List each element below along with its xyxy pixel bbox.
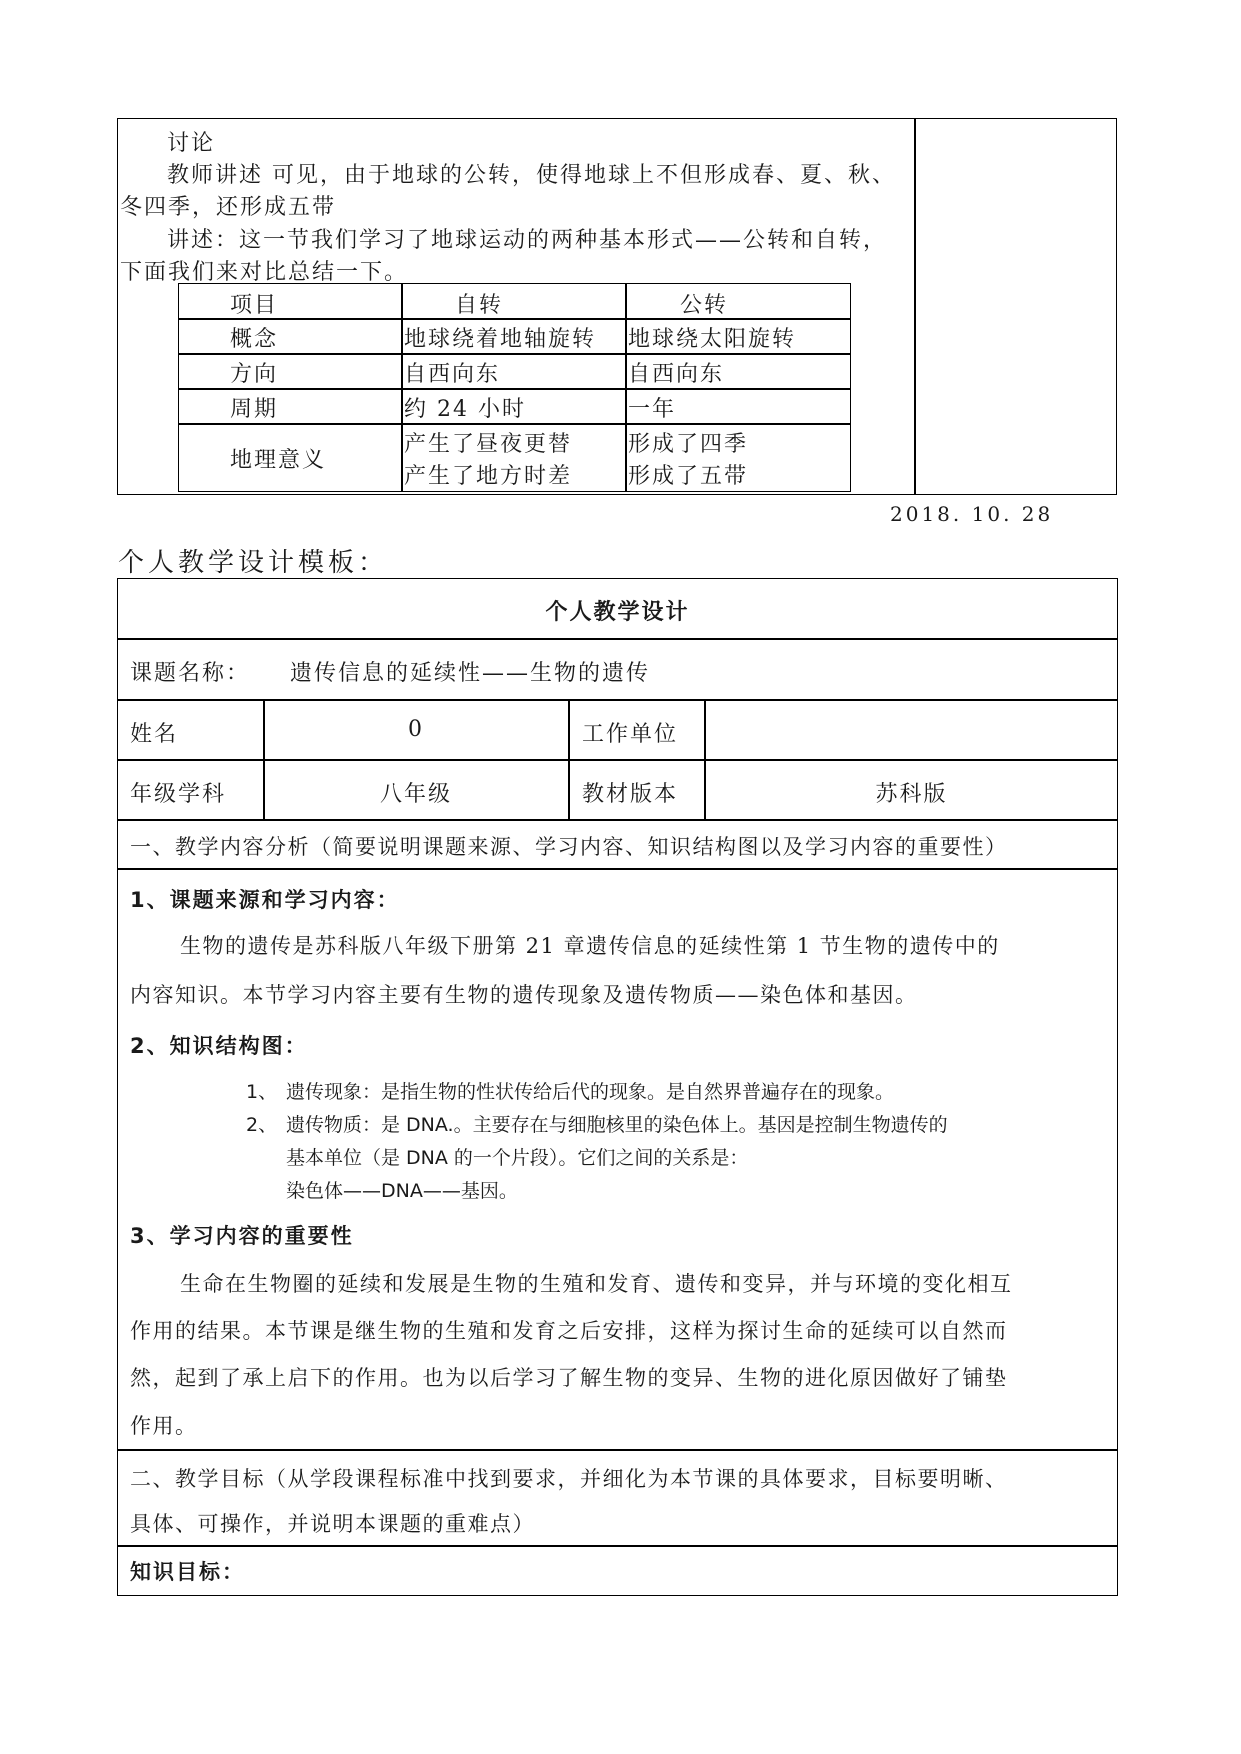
section1-header: 一、教学内容分析（简要说明课题来源、学习内容、知识结构图以及学习内容的重要性）	[130, 835, 1008, 859]
row-divider	[117, 759, 1118, 761]
name-label: 姓名	[130, 722, 179, 747]
s1-paragraph-3b: 作用的结果。本节课是继生物的生殖和发育之后安排，这样为探讨生命的延续可以自然而	[130, 1319, 1008, 1343]
period-label: 周期	[230, 397, 279, 422]
grade-value: 八年级	[379, 782, 452, 807]
teacher-narration-cont: 冬四季，还形成五带	[120, 195, 337, 220]
document-date: 2018. 10. 28	[890, 502, 1054, 526]
summary-narration: 讲述：这一节我们学习了地球运动的两种基本形式——公转和自转，	[167, 228, 888, 253]
design-title: 个人教学设计	[545, 600, 690, 625]
direction-rotation: 自西向东	[404, 362, 501, 387]
top-table-divider	[914, 118, 916, 495]
significance-rotation-2: 产生了地方时差	[404, 464, 573, 489]
topic-label: 课题名称：	[130, 661, 251, 686]
section2-header-2: 具体、可操作，并说明本课题的重难点）	[130, 1512, 535, 1536]
edition-label: 教材版本	[582, 782, 679, 807]
s1-heading-importance: 3、学习内容的重要性	[130, 1224, 354, 1248]
section2-header-1: 二、教学目标（从学段课程标准中找到要求，并细化为本节课的具体要求，目标要明晰、	[130, 1467, 1008, 1491]
s1-list-num-2: 2、	[246, 1114, 278, 1136]
header-item-cell	[178, 283, 403, 320]
header-item: 项目	[230, 293, 279, 318]
header-revolution: 公转	[680, 293, 729, 318]
s1-list-item-2b: 基本单位（是 DNA 的一个片段）。它们之间的关系是：	[286, 1147, 749, 1169]
teacher-narration: 教师讲述 可见，由于地球的公转，使得地球上不但形成春、夏、秋、	[167, 163, 896, 188]
s1-heading-source: 1、课题来源和学习内容：	[130, 888, 400, 912]
row-divider	[117, 819, 1118, 821]
row-divider	[117, 1449, 1118, 1451]
significance-revolution-1: 形成了四季	[628, 432, 749, 457]
knowledge-goal-label: 知识目标：	[130, 1560, 245, 1584]
summary-narration-cont: 下面我们来对比总结一下。	[120, 260, 409, 285]
period-revolution: 一年	[628, 397, 677, 422]
header-rotation-cell	[401, 283, 627, 320]
significance-rotation-1: 产生了昼夜更替	[404, 432, 573, 457]
header-revolution-cell	[625, 283, 851, 320]
edition-value: 苏科版	[875, 782, 948, 807]
row-divider	[117, 1545, 1118, 1547]
direction-revolution: 自西向东	[628, 362, 725, 387]
row-divider	[117, 868, 1118, 870]
col-divider	[568, 699, 570, 819]
s1-list-item-1: 遗传现象：是指生物的性状传给后代的现象。是自然界普遍存在的现象。	[286, 1081, 895, 1103]
period-rotation: 约 24 小时	[404, 397, 526, 422]
s1-paragraph-1b: 内容知识。本节学习内容主要有生物的遗传现象及遗传物质——染色体和基因。	[130, 983, 918, 1007]
name-value: 0	[408, 717, 424, 742]
unit-label: 工作单位	[582, 722, 679, 747]
template-heading: 个人教学设计模板：	[118, 548, 389, 578]
concept-revolution: 地球绕太阳旋转	[628, 327, 797, 352]
concept-rotation: 地球绕着地轴旋转	[404, 327, 597, 352]
s1-paragraph-3d: 作用。	[130, 1414, 198, 1438]
row-period-item	[178, 388, 403, 425]
row-divider	[117, 638, 1118, 640]
significance-revolution-2: 形成了五带	[628, 464, 749, 489]
row-divider	[117, 699, 1118, 701]
header-rotation: 自转	[455, 293, 504, 318]
s1-list-item-2a: 遗传物质：是 DNA.。主要存在与细胞核里的染色体上。基因是控制生物遗传的	[286, 1114, 948, 1136]
discussion-label: 讨论	[167, 131, 216, 156]
s1-heading-structure: 2、知识结构图：	[130, 1034, 308, 1058]
s1-paragraph-3c: 然，起到了承上启下的作用。也为以后学习了解生物的变异、生物的进化原因做好了铺垫	[130, 1366, 1008, 1390]
row-direction-item	[178, 353, 403, 390]
direction-label: 方向	[230, 362, 279, 387]
topic-value: 遗传信息的延续性——生物的遗传	[290, 661, 651, 686]
s1-paragraph-1a: 生物的遗传是苏科版八年级下册第 21 章遗传信息的延续性第 1 节生物的遗传中的	[180, 934, 1000, 958]
concept-label: 概念	[230, 327, 279, 352]
grade-label: 年级学科	[130, 782, 227, 807]
s1-paragraph-3a: 生命在生物圈的延续和发展是生物的生殖和发育、遗传和变异，并与环境的变化相互	[180, 1272, 1013, 1296]
s1-list-item-2c: 染色体——DNA——基因。	[286, 1180, 518, 1202]
s1-list-num-1: 1、	[246, 1081, 278, 1103]
row-concept-item	[178, 318, 403, 355]
significance-label: 地理意义	[230, 448, 327, 473]
